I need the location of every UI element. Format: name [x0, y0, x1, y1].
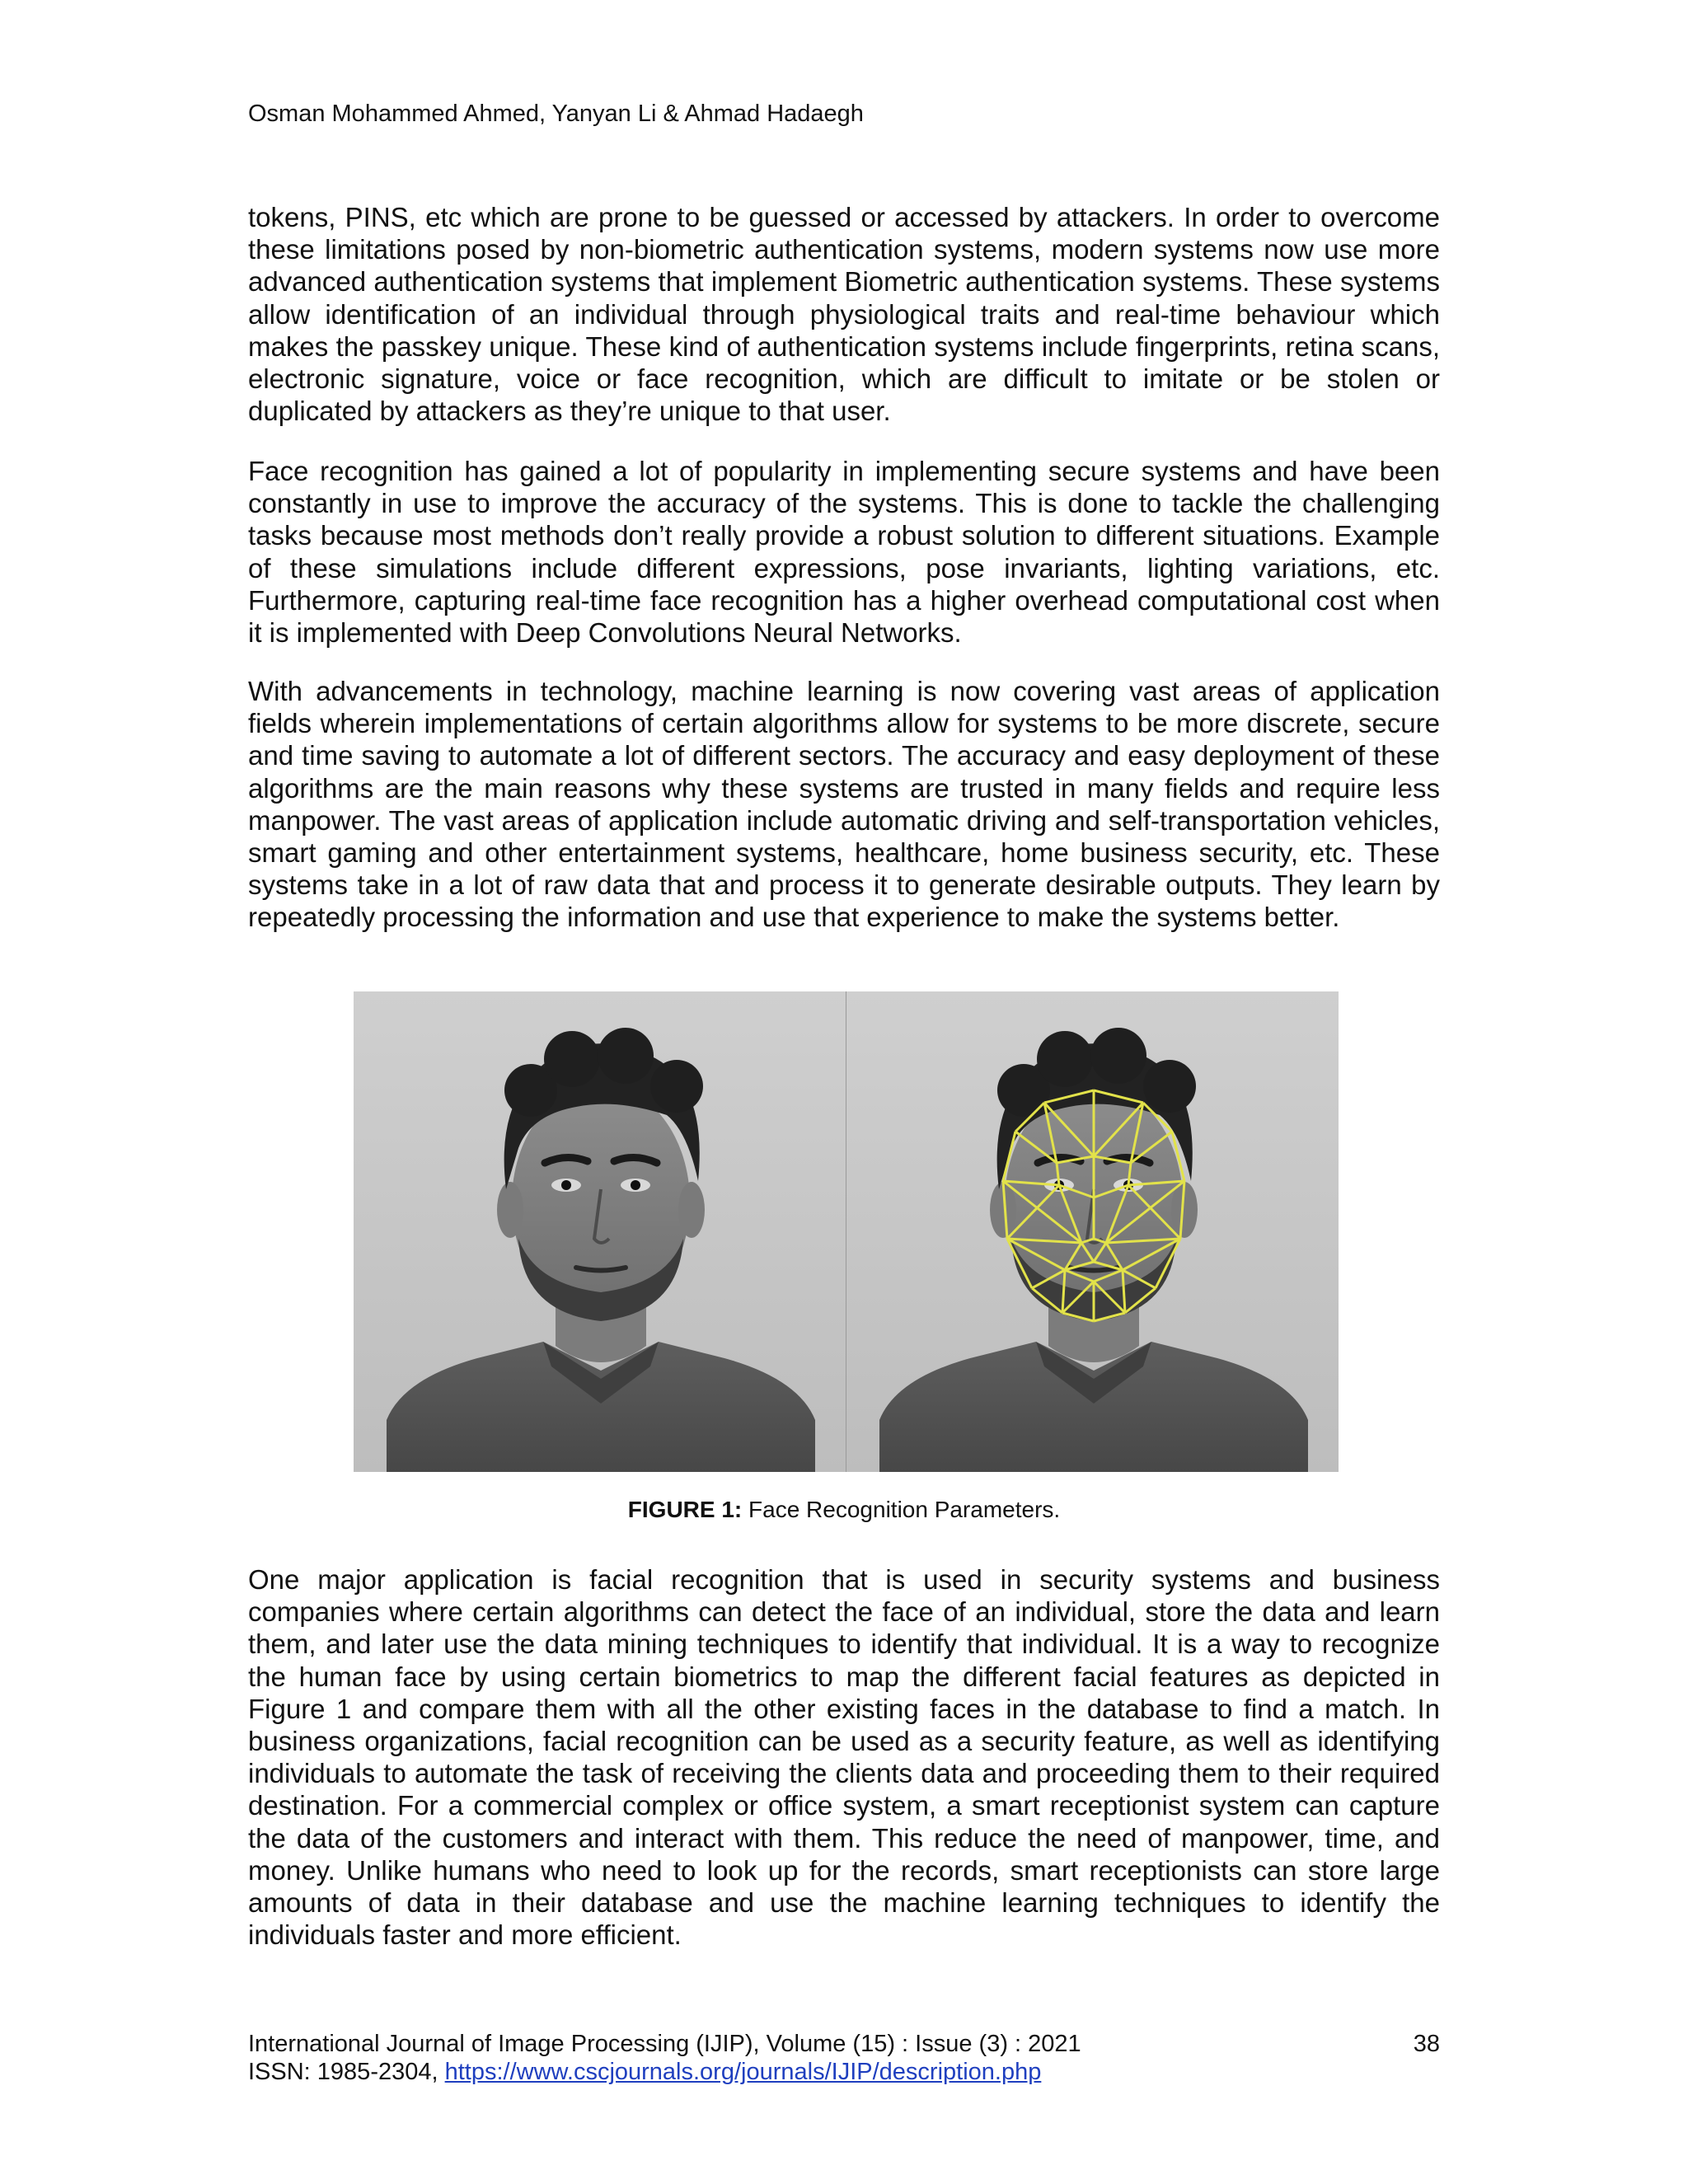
portrait-photo-plain — [354, 991, 846, 1472]
running-header-authors: Osman Mohammed Ahmed, Yanyan Li & Ahmad Hadaegh — [248, 101, 864, 127]
page-footer — [248, 2030, 1440, 2086]
figure-caption-label: FIGURE 1: — [627, 1497, 743, 1522]
paragraph-machine-learning-advancements: With advancements in technology, machine learning is now covering vast areas of application fields wherein implementations of certain algorithms allow for systems to be more discrete, secure and time saving to automate a lot of different sectors. The accuracy and easy deployment of these algorithms are the main reasons why these systems are trusted in many fields and require less manpower. The vast areas of application include automatic driving and self-transportation vehicles, smart gaming and other entertainment systems, healthcare, home business security, etc. These systems take in a lot of raw data that and process it to generate desirable outputs. They learn by repeatedly processing the information and use that experience to make the systems better. — [248, 676, 1440, 933]
figure-caption-text: Face Recognition Parameters. — [742, 1497, 1061, 1522]
paragraph-facial-recognition-application: One major application is facial recognition that is used in security systems and business companies where certain algorithms can detect the face of an individual, store the data and learn them, and later use the data mining techniques to identify that individual. It is a way to recognize the human face by using certain biometrics to map the different facial features as depicted in Figure 1 and compare them with all the other existing faces in the database to find a match. In business organizations, facial recognition can be used as a security feature, as well as identifying individuals to automate the task of receiving the clients data and proceeding them to their required destination. For a commercial complex or office system, a smart receptionist system can capture the data of the customers and interact with them. This reduce the need of manpower, time, and money. Unlike humans who need to look up for the records, smart receptionists can store large amounts of data in their database and use the machine learning techniques to identify the individuals faster and more efficient. — [248, 1564, 1440, 1951]
paragraph-biometric-authentication: tokens, PINS, etc which are prone to be guessed or accessed by attackers. In order to overcome these limitations posed by non-biometric authentication systems, modern systems now use more advanced authentication systems that implement Biometric authentication systems. These systems allow identification of an individual through physiological traits and real-time behaviour which makes the passkey unique. These kind of authentication systems include fingerprints, retina scans, electronic signature, voice or face recognition, which are difficult to imitate or be stolen or duplicated by attackers as they’re unique to that user. — [248, 202, 1440, 427]
figure-face-recognition-photos — [354, 991, 1339, 1472]
figure-caption — [0, 1496, 1688, 1524]
paragraph-face-recognition-popularity: Face recognition has gained a lot of popularity in implementing secure systems and have been constantly in use to improve the accuracy of the systems. This is done to tackle the challenging tasks because most methods don’t really provide a robust solution to different situations. Example of these simulations include different expressions, pose invariants, lighting variations, etc. Furthermore, capturing real-time face recognition has a higher overhead computational cost when it is implemented with Deep Convolutions Neural Networks. — [248, 456, 1440, 649]
footer-journal-citation: International Journal of Image Processing (IJIP), Volume (15) : Issue (3) : 2021 — [248, 2031, 1081, 2057]
page-number: 38 — [1413, 2031, 1440, 2057]
footer-issn: ISSN: 1985-2304, — [248, 2059, 445, 2085]
journal-link[interactable]: https://www.cscjournals.org/journals/IJIP/description.php — [444, 2059, 1042, 2085]
